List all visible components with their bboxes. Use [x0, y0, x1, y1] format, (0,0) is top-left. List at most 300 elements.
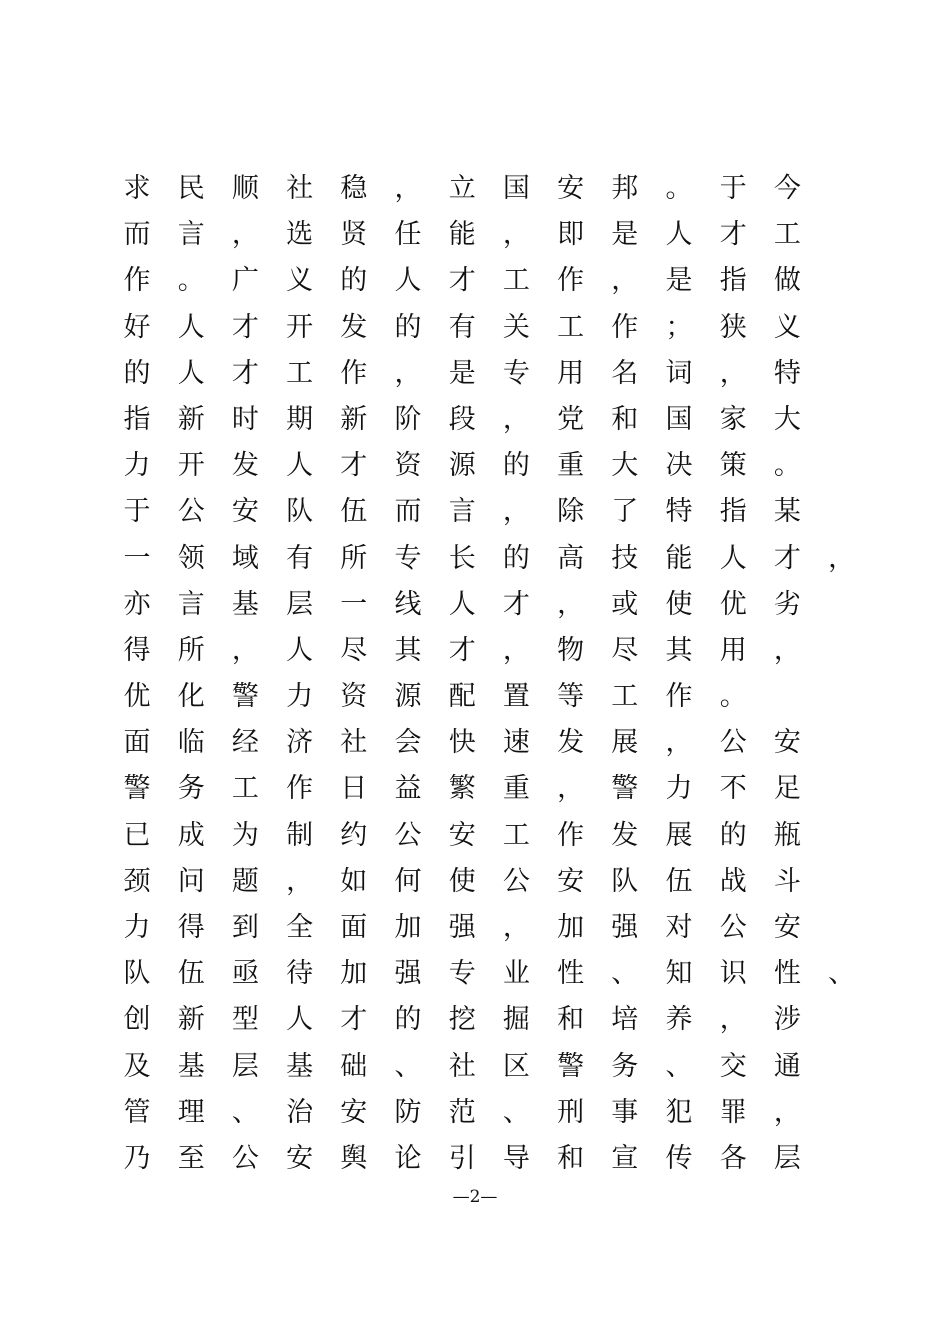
text-char: 邦: [611, 173, 639, 204]
text-char: 全: [286, 912, 314, 943]
text-char: 长: [448, 542, 476, 574]
text-char: 才: [773, 542, 801, 574]
text-char: 做: [773, 265, 801, 297]
text-char: 开: [286, 311, 314, 343]
text-char: 家: [719, 403, 747, 435]
text-char: 工: [557, 311, 585, 343]
text-char: 安: [557, 173, 585, 204]
text-char: 言: [177, 588, 205, 620]
text-char: 公: [502, 865, 530, 897]
text-char: 繁: [448, 773, 476, 805]
text-char: 战: [719, 865, 747, 897]
text-line: [115, 536, 875, 582]
text-char: 性: [773, 958, 801, 990]
text-char: 安: [340, 1096, 368, 1128]
text-char: 或: [611, 588, 639, 620]
text-line: [115, 1136, 875, 1182]
text-line: [115, 628, 875, 674]
text-char: 人: [394, 265, 422, 297]
text-char: 稳: [340, 173, 368, 204]
text-char: 能: [665, 542, 693, 574]
text-char: 层: [231, 1050, 259, 1082]
text-char: 言: [448, 496, 476, 528]
text-char: 瓶: [773, 819, 801, 851]
text-char: 颈: [123, 865, 151, 897]
text-char: 广: [231, 265, 259, 297]
text-char: 才: [340, 1004, 368, 1036]
text-line: [115, 859, 875, 905]
text-char: 面: [123, 727, 151, 759]
text-char: 指: [719, 265, 747, 297]
text-line: [115, 720, 875, 766]
text-line: [115, 766, 875, 812]
text-char: 安: [231, 496, 259, 528]
text-char: 用: [557, 357, 585, 389]
text-char: ，: [719, 357, 747, 389]
text-char: ，: [611, 265, 639, 297]
text-char: ，: [773, 634, 801, 666]
text-char: 才: [719, 219, 747, 251]
text-char: 待: [286, 958, 314, 990]
text-char: 何: [394, 865, 422, 897]
text-char: 而: [394, 496, 422, 528]
text-char: ，: [502, 403, 530, 435]
text-char: 特: [773, 357, 801, 389]
text-char: 人: [448, 588, 476, 620]
text-char: 和: [557, 1004, 585, 1036]
text-char: 名: [611, 357, 639, 389]
text-char: ，: [773, 1096, 801, 1128]
text-char: 公: [177, 496, 205, 528]
text-char: ，: [502, 912, 530, 943]
text-char: 到: [231, 912, 259, 943]
text-char: 物: [557, 634, 585, 666]
text-char: 是: [665, 265, 693, 297]
text-char: 警: [611, 773, 639, 805]
text-char: 各: [719, 1142, 747, 1174]
text-char: 公: [394, 819, 422, 851]
text-char: 事: [611, 1096, 639, 1128]
text-char: 的: [123, 357, 151, 389]
text-char: 加: [557, 912, 585, 943]
text-char: 安: [557, 865, 585, 897]
text-char: 强: [394, 958, 422, 990]
text-char: 用: [719, 634, 747, 666]
text-char: 基: [286, 1050, 314, 1082]
text-char: 安: [773, 912, 801, 943]
text-char: 人: [286, 450, 314, 482]
text-char: 如: [340, 865, 368, 897]
text-char: 工: [502, 819, 530, 851]
text-char: 使: [665, 588, 693, 620]
text-char: 源: [448, 450, 476, 482]
text-char: 好: [123, 311, 151, 343]
text-char: 伍: [665, 865, 693, 897]
text-char: 为: [231, 819, 259, 851]
text-char: 才: [502, 588, 530, 620]
text-char: 题: [231, 865, 259, 897]
text-line: [115, 305, 875, 351]
text-char: 人: [177, 357, 205, 389]
text-char: 发: [557, 727, 585, 759]
text-char: 贤: [340, 219, 368, 251]
text-char: 顺: [231, 173, 259, 204]
text-char: 论: [394, 1142, 422, 1174]
text-char: 劣: [773, 588, 801, 620]
text-char: 重: [557, 450, 585, 482]
text-char: 高: [557, 542, 585, 574]
text-char: 。: [665, 173, 693, 204]
text-char: 已: [123, 819, 151, 851]
text-char: 大: [773, 403, 801, 435]
text-char: 管: [123, 1096, 151, 1128]
text-char: 务: [611, 1050, 639, 1082]
text-char: ，: [394, 357, 422, 389]
text-char: 的: [394, 311, 422, 343]
text-char: 问: [177, 865, 205, 897]
text-char: 才: [340, 450, 368, 482]
text-char: 领: [177, 542, 205, 574]
text-char: 除: [557, 496, 585, 528]
text-char: 加: [394, 912, 422, 943]
text-char: 涉: [773, 1004, 801, 1036]
text-char: 斗: [773, 865, 801, 897]
text-char: 足: [773, 773, 801, 805]
text-char: 任: [394, 219, 422, 251]
text-char: 日: [340, 773, 368, 805]
text-char: 作: [557, 265, 585, 297]
text-char: 新: [177, 1004, 205, 1036]
text-char: 成: [177, 819, 205, 851]
text-char: 基: [231, 588, 259, 620]
text-char: 于: [123, 496, 151, 528]
text-char: 务: [177, 773, 205, 805]
text-char: ，: [665, 727, 693, 759]
text-char: ，: [394, 173, 422, 204]
text-char: 于: [719, 173, 747, 204]
text-char: 能: [448, 219, 476, 251]
text-char: 一: [340, 588, 368, 620]
text-char: 引: [448, 1142, 476, 1174]
text-line: [115, 1044, 875, 1090]
text-char: 型: [231, 1004, 259, 1036]
text-char: 力: [123, 450, 151, 482]
text-char: 工: [502, 265, 530, 297]
text-line: [115, 997, 875, 1043]
text-char: 、: [665, 1050, 693, 1082]
text-char: 人: [286, 1004, 314, 1036]
text-char: 养: [665, 1004, 693, 1036]
text-char: 约: [340, 819, 368, 851]
text-line: [115, 258, 875, 304]
text-char: 重: [502, 773, 530, 805]
text-char: 专: [448, 958, 476, 990]
text-char: ，: [719, 1004, 747, 1036]
text-char: 等: [557, 681, 585, 713]
text-char: 队: [123, 958, 151, 990]
text-char: 有: [286, 542, 314, 574]
text-line: [115, 489, 875, 535]
text-char: 得: [123, 634, 151, 666]
text-char: 党: [557, 403, 585, 435]
text-char: 作: [340, 357, 368, 389]
text-char: 人: [286, 634, 314, 666]
text-char: 词: [665, 357, 693, 389]
text-line: [115, 905, 875, 951]
text-char: 传: [665, 1142, 693, 1174]
text-char: 亟: [231, 958, 259, 990]
text-char: 犯: [665, 1096, 693, 1128]
text-char: 、: [394, 1050, 422, 1082]
text-char: ，: [828, 542, 856, 574]
text-char: 区: [502, 1050, 530, 1082]
text-char: 工: [231, 773, 259, 805]
text-char: 而: [123, 219, 151, 251]
text-char: 决: [665, 450, 693, 482]
text-char: 队: [611, 865, 639, 897]
text-char: 伍: [340, 496, 368, 528]
text-char: 其: [665, 634, 693, 666]
text-char: 的: [502, 450, 530, 482]
text-char: 警: [123, 773, 151, 805]
text-char: 、: [828, 958, 856, 990]
text-char: 加: [340, 958, 368, 990]
text-char: 制: [286, 819, 314, 851]
text-char: 求: [123, 173, 151, 204]
text-line: [115, 443, 875, 489]
text-char: 指: [123, 403, 151, 435]
text-char: 人: [665, 219, 693, 251]
text-char: 指: [719, 496, 747, 528]
text-char: ，: [557, 773, 585, 805]
text-char: ；: [665, 311, 693, 343]
text-char: 是: [448, 357, 476, 389]
text-char: 的: [502, 542, 530, 574]
text-char: 时: [231, 403, 259, 435]
text-char: 优: [719, 588, 747, 620]
text-char: 强: [448, 912, 476, 943]
text-char: 。: [719, 681, 747, 713]
text-char: 临: [177, 727, 205, 759]
text-char: 公: [231, 1142, 259, 1174]
text-char: 技: [611, 542, 639, 574]
text-char: 置: [502, 681, 530, 713]
text-char: 新: [340, 403, 368, 435]
text-char: 是: [611, 219, 639, 251]
text-line: [115, 1090, 875, 1136]
text-line: [115, 582, 875, 628]
text-char: 一: [123, 542, 151, 574]
text-char: 力: [123, 912, 151, 943]
text-char: 使: [448, 865, 476, 897]
text-char: 今: [773, 173, 801, 204]
text-char: 作: [123, 265, 151, 297]
text-char: 层: [773, 1142, 801, 1174]
text-char: 特: [665, 496, 693, 528]
text-char: ，: [502, 634, 530, 666]
text-char: 安: [773, 727, 801, 759]
text-char: 关: [502, 311, 530, 343]
text-char: ，: [557, 588, 585, 620]
text-char: 掘: [502, 1004, 530, 1036]
text-char: 导: [502, 1142, 530, 1174]
text-char: 社: [448, 1050, 476, 1082]
text-char: 益: [394, 773, 422, 805]
text-char: 作: [557, 819, 585, 851]
text-char: 乃: [123, 1142, 151, 1174]
text-char: 工: [611, 681, 639, 713]
text-char: 义: [773, 311, 801, 343]
text-char: 的: [719, 819, 747, 851]
text-char: 展: [665, 819, 693, 851]
text-char: 快: [448, 727, 476, 759]
text-char: 识: [719, 958, 747, 990]
text-char: 层: [286, 588, 314, 620]
text-line: [115, 951, 875, 997]
text-char: ，: [502, 219, 530, 251]
text-char: 面: [340, 912, 368, 943]
text-char: 社: [286, 173, 314, 204]
text-char: 发: [231, 450, 259, 482]
text-char: 策: [719, 450, 747, 482]
text-char: 防: [394, 1096, 422, 1128]
text-char: 人: [719, 542, 747, 574]
text-char: 所: [177, 634, 205, 666]
text-char: 速: [502, 727, 530, 759]
text-char: 至: [177, 1142, 205, 1174]
text-char: 创: [123, 1004, 151, 1036]
text-char: 立: [448, 173, 476, 204]
text-char: 亦: [123, 588, 151, 620]
text-char: 性: [557, 958, 585, 990]
text-char: 段: [448, 403, 476, 435]
text-char: 挖: [448, 1004, 476, 1036]
text-char: 选: [286, 219, 314, 251]
text-char: 警: [557, 1050, 585, 1082]
text-char: 业: [502, 958, 530, 990]
text-char: 、: [611, 958, 639, 990]
text-char: 基: [177, 1050, 205, 1082]
text-char: 公: [719, 727, 747, 759]
text-char: 国: [502, 173, 530, 204]
text-char: 、: [502, 1096, 530, 1128]
text-char: 民: [177, 173, 205, 204]
text-line: [115, 166, 875, 212]
text-char: 狭: [719, 311, 747, 343]
text-char: 尽: [611, 634, 639, 666]
text-char: 资: [340, 681, 368, 713]
text-char: 展: [611, 727, 639, 759]
text-char: 得: [177, 912, 205, 943]
text-char: 公: [719, 912, 747, 943]
text-char: 优: [123, 681, 151, 713]
text-char: 的: [340, 265, 368, 297]
text-char: 宣: [611, 1142, 639, 1174]
text-char: 刑: [557, 1096, 585, 1128]
text-char: 警: [231, 681, 259, 713]
text-char: ，: [286, 865, 314, 897]
text-char: ，: [231, 219, 259, 251]
text-char: 开: [177, 450, 205, 482]
text-char: 发: [611, 819, 639, 851]
text-char: 对: [665, 912, 693, 943]
text-char: 培: [611, 1004, 639, 1036]
text-char: 所: [340, 542, 368, 574]
text-char: 资: [394, 450, 422, 482]
text-char: 通: [773, 1050, 801, 1082]
text-char: 。: [177, 265, 205, 297]
text-char: 。: [773, 450, 801, 482]
text-char: 线: [394, 588, 422, 620]
text-char: 、: [231, 1096, 259, 1128]
text-char: 范: [448, 1096, 476, 1128]
text-char: 发: [340, 311, 368, 343]
text-char: ，: [231, 634, 259, 666]
text-char: 义: [286, 265, 314, 297]
text-char: 作: [611, 311, 639, 343]
text-line: [115, 397, 875, 443]
text-char: 伍: [177, 958, 205, 990]
text-char: 化: [177, 681, 205, 713]
body-text: [115, 166, 875, 1182]
text-char: 才: [231, 311, 259, 343]
text-char: 其: [394, 634, 422, 666]
text-char: 的: [394, 1004, 422, 1036]
text-line: [115, 212, 875, 258]
text-char: 期: [286, 403, 314, 435]
text-char: 安: [286, 1142, 314, 1174]
text-char: 专: [502, 357, 530, 389]
text-char: 经: [231, 727, 259, 759]
text-char: 力: [286, 681, 314, 713]
text-char: 人: [177, 311, 205, 343]
text-char: 强: [611, 912, 639, 943]
text-char: 配: [448, 681, 476, 713]
text-char: 某: [773, 496, 801, 528]
text-char: 和: [557, 1142, 585, 1174]
text-char: 社: [340, 727, 368, 759]
text-char: 专: [394, 542, 422, 574]
page-number: —2—: [452, 1187, 498, 1207]
text-char: 域: [231, 542, 259, 574]
text-char: 才: [448, 634, 476, 666]
text-char: 新: [177, 403, 205, 435]
text-char: 济: [286, 727, 314, 759]
text-char: 有: [448, 311, 476, 343]
text-char: 大: [611, 450, 639, 482]
text-char: 治: [286, 1096, 314, 1128]
text-char: 工: [773, 219, 801, 251]
text-char: 交: [719, 1050, 747, 1082]
text-char: 工: [286, 357, 314, 389]
text-line: [115, 674, 875, 720]
text-char: 才: [231, 357, 259, 389]
text-line: [115, 813, 875, 859]
text-char: 才: [448, 265, 476, 297]
text-char: 国: [665, 403, 693, 435]
text-char: 不: [719, 773, 747, 805]
text-char: 力: [665, 773, 693, 805]
text-char: 队: [286, 496, 314, 528]
text-char: 舆: [340, 1142, 368, 1174]
text-char: 了: [611, 496, 639, 528]
text-char: 作: [665, 681, 693, 713]
text-char: 础: [340, 1050, 368, 1082]
text-char: 知: [665, 958, 693, 990]
text-char: 即: [557, 219, 585, 251]
text-char: 阶: [394, 403, 422, 435]
text-char: 安: [448, 819, 476, 851]
